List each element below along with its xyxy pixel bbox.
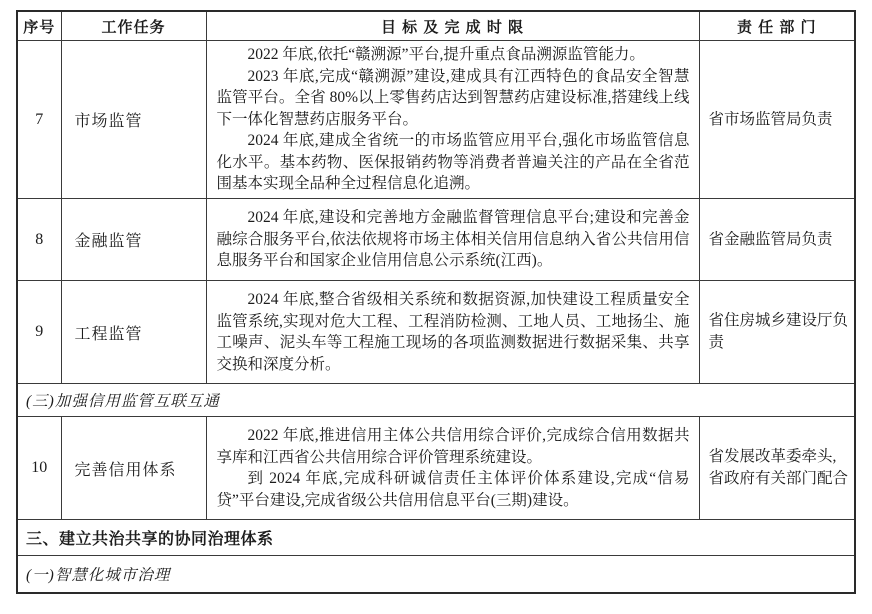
row-9-goals (206, 281, 699, 384)
table-row-10 (17, 417, 855, 520)
header-goal: 目 标 及 完 成 时 限 (206, 11, 699, 41)
row-10-goals (206, 417, 699, 520)
row-10-goal-paragraph: 2022 年底,推进信用主体公共信用综合评价,完成综合信用数据共享库和江西省公共信用综合评价管理系统建设。 (216, 427, 690, 466)
header-dept: 责 任 部 门 (699, 11, 855, 41)
row-9-number: 9 (17, 281, 61, 384)
row-9-dept: 省住房城乡建设厅负责 (699, 281, 855, 384)
row-10-dept: 省发展改革委牵头,省政府有关部门配合 (699, 417, 855, 520)
header-row (17, 11, 855, 41)
header-task: 工作任务 (61, 11, 206, 41)
table-row-8 (17, 199, 855, 281)
row-7-number: 7 (17, 41, 61, 199)
header-num: 序号 (17, 11, 61, 41)
row-9-goal-paragraph: 2024 年底,整合省级相关系统和数据资源,加快建设工程质量安全监管系统,实现对危大工程、工程消防检测、工地人员、工地扬尘、施工噪声、泥头车等工程施工现场的各项监测数据进行数据采集、共享交换和深度分析。 (216, 291, 690, 373)
section-row-collaborative-governance (17, 520, 855, 556)
section-row-credit-supervision (17, 384, 855, 417)
row-7-task: 市场监管 (61, 41, 206, 199)
section-label: (一)智慧化城市治理 (17, 556, 855, 593)
row-8-dept: 省金融监管局负责 (699, 199, 855, 281)
table-row-9 (17, 281, 855, 384)
section-label: (三)加强信用监管互联互通 (17, 384, 855, 417)
row-7-goal-paragraph: 2024 年底,建成全省统一的市场监管应用平台,强化市场监管信息化水平。基本药物、医保报销药物等消费者普遍关注的产品在全省范围基本实现全品种全过程信息化追溯。 (216, 132, 690, 193)
row-8-goal-paragraph: 2024 年底,建设和完善地方金融监督管理信息平台;建设和完善金融综合服务平台,依法依规将市场主体相关信用信息纳入省公共信用信息服务平台和国家企业信用信息公示系统(江西)。 (216, 209, 690, 270)
row-10-goal-paragraph: 到 2024 年底,完成科研诚信责任主体评价体系建设,完成“信易贷”平台建设,完成省级公共信用信息平台(三期)建设。 (216, 470, 690, 509)
row-10-task: 完善信用体系 (61, 417, 206, 520)
row-7-goal-paragraph: 2022 年底,依托“赣溯源”平台,提升重点食品溯源监管能力。 (247, 46, 645, 64)
row-8-number: 8 (17, 199, 61, 281)
section-label: 三、建立共治共享的协同治理体系 (17, 520, 855, 556)
row-8-goals (206, 199, 699, 281)
row-9-task: 工程监管 (61, 281, 206, 384)
row-7-goals (206, 41, 699, 199)
row-8-task: 金融监管 (61, 199, 206, 281)
row-7-goal-paragraph: 2023 年底,完成“赣溯源”建设,建成具有江西特色的食品安全智慧监管平台。全省 80%以上零售药店达到智慧药店建设标准,搭建线上线下一体化智慧药店服务平台。 (216, 67, 690, 128)
row-10-number: 10 (17, 417, 61, 520)
work-tasks-table (16, 10, 856, 594)
section-row-smart-city-governance (17, 556, 855, 593)
table-row-7 (17, 41, 855, 199)
row-7-dept: 省市场监管局负责 (699, 41, 855, 199)
